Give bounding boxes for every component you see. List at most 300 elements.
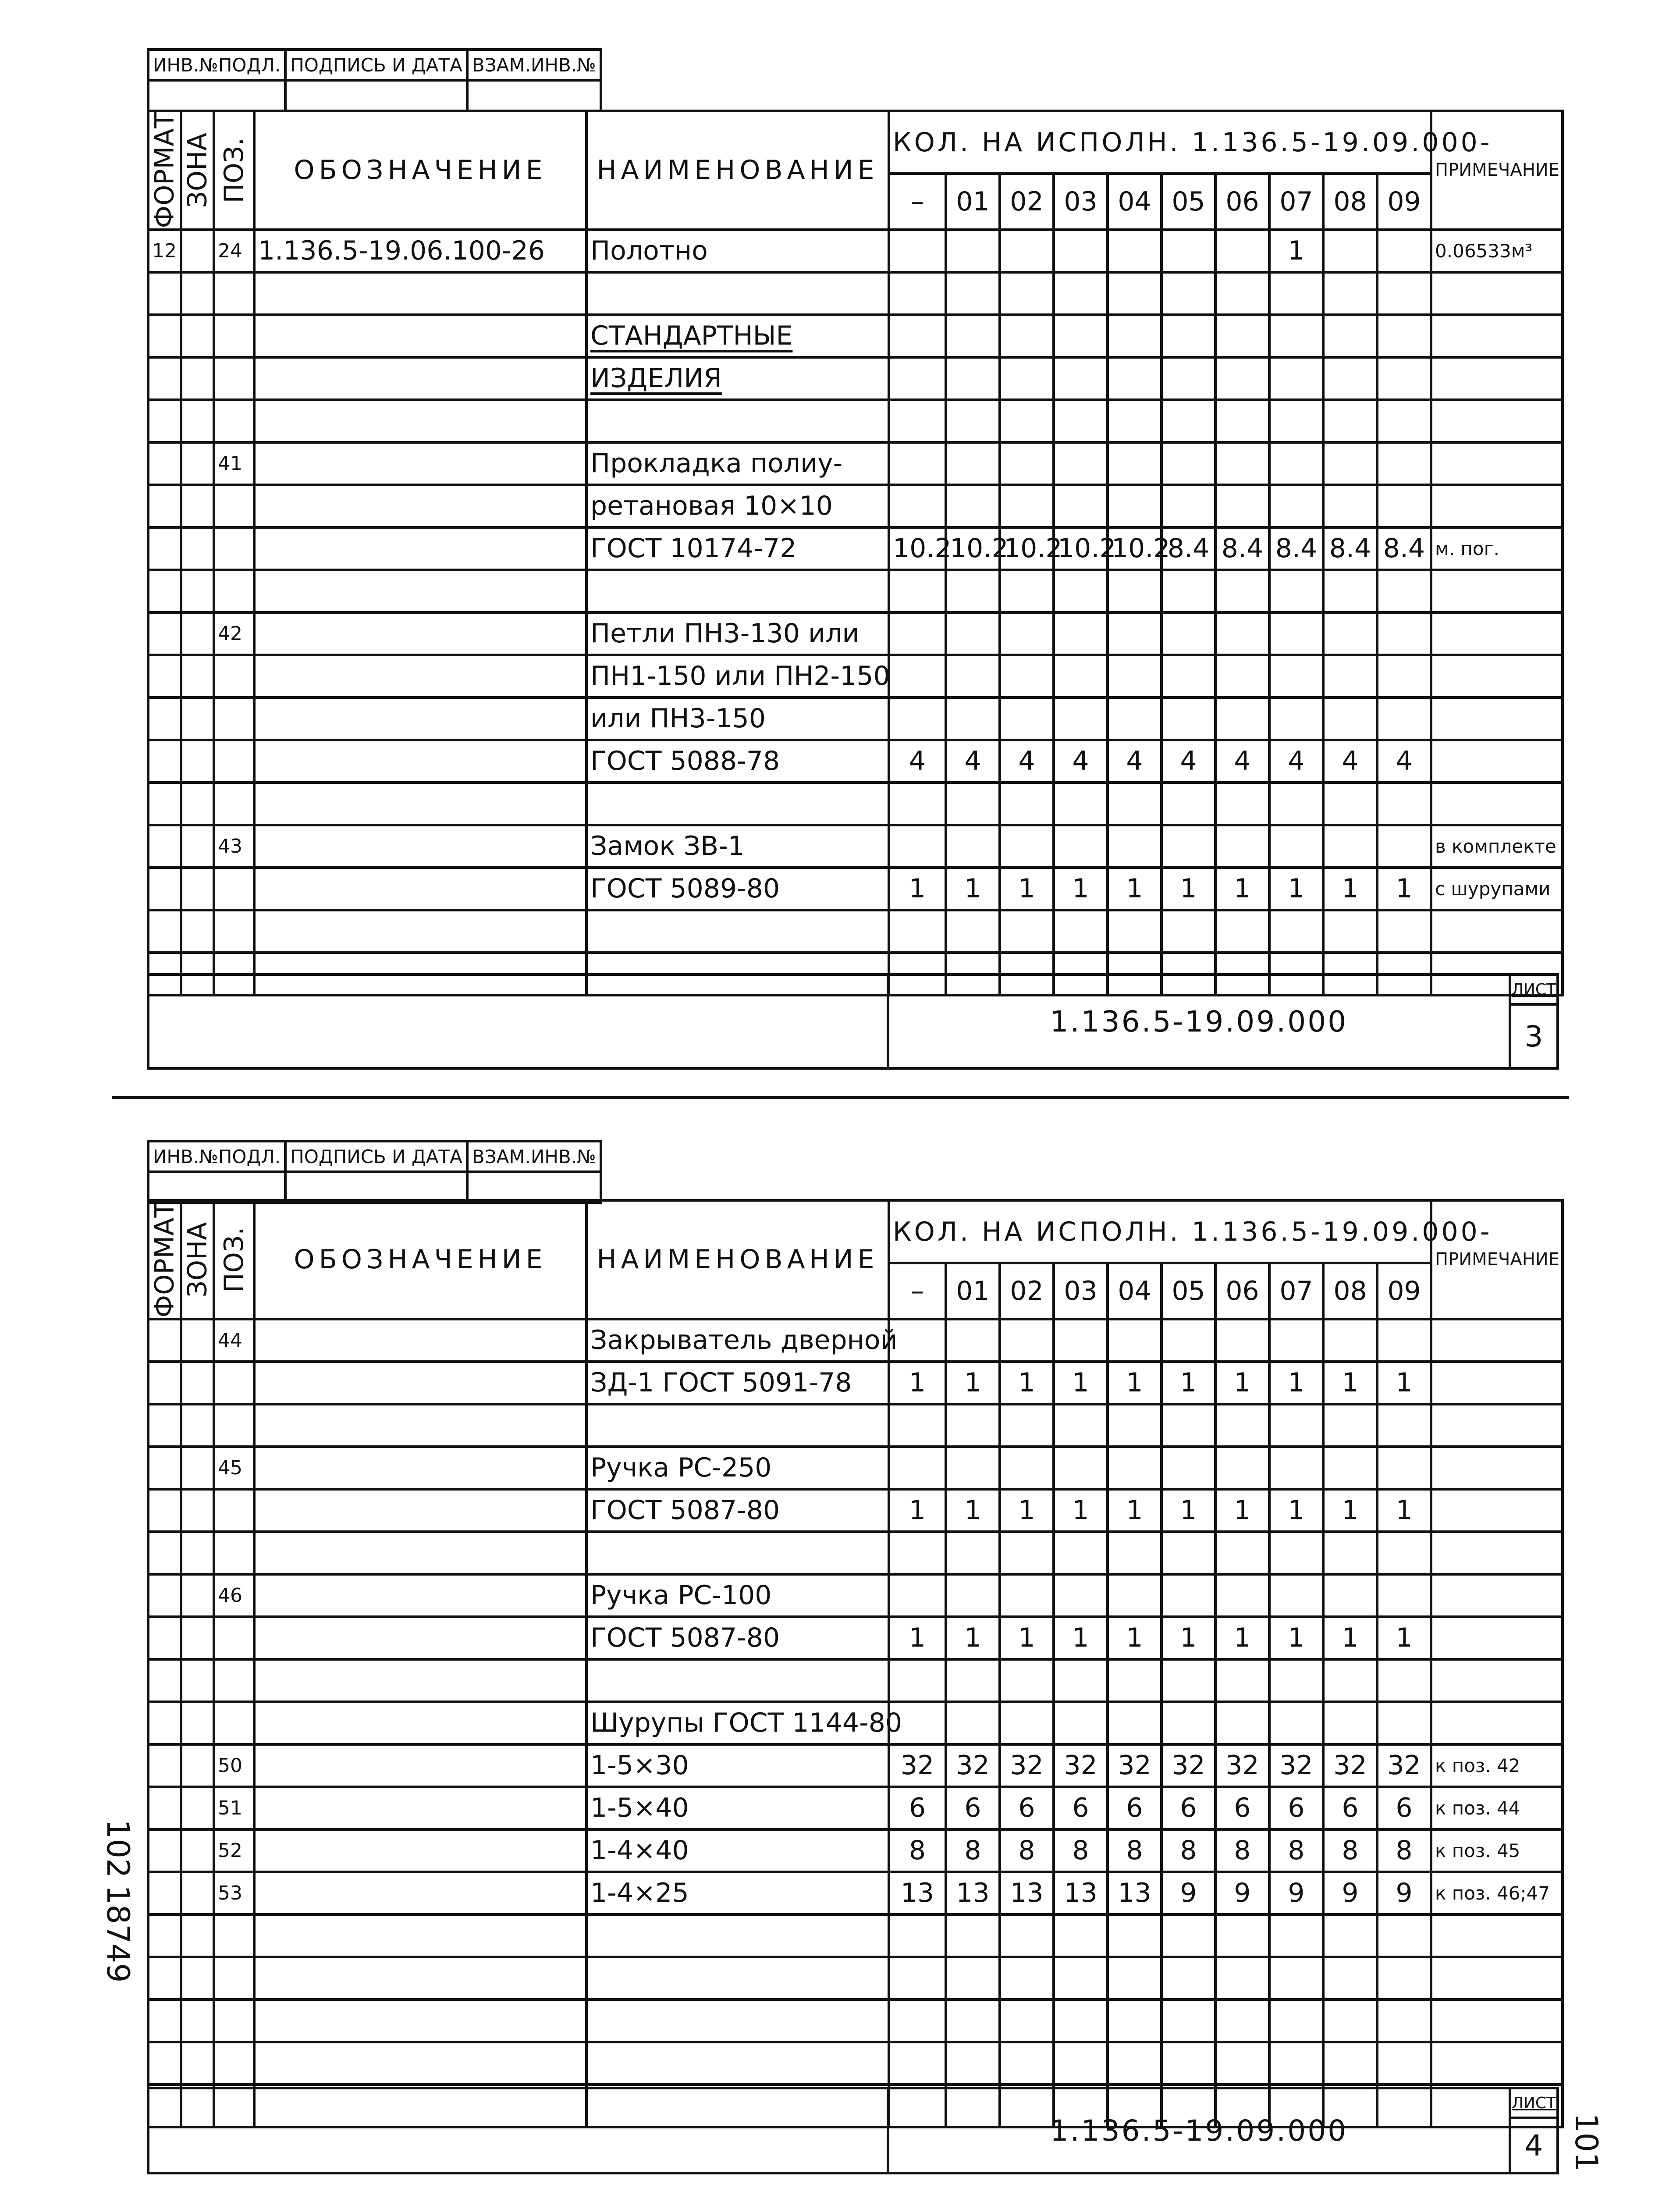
cell-qty	[1377, 442, 1431, 485]
cell-qty	[1054, 485, 1108, 527]
cell-name: 1-5×40	[586, 1787, 889, 1829]
cell-zone	[181, 527, 214, 570]
cell-qty	[889, 1404, 946, 1447]
cell-qty: 1	[1323, 1489, 1377, 1532]
table-row	[148, 2042, 1563, 2085]
cell-qty	[1215, 910, 1269, 953]
cell-designation	[254, 1957, 586, 1999]
cell-name: Ручка РС-250	[586, 1447, 889, 1489]
cell-qty	[1215, 230, 1269, 272]
cell-format	[148, 315, 181, 357]
cell-qty	[1215, 612, 1269, 655]
cell-qty: 1	[1269, 1489, 1323, 1532]
cell-qty	[1000, 485, 1054, 527]
cell-qty: 4	[1323, 740, 1377, 783]
cell-qty: 1	[1054, 1617, 1108, 1659]
cell-qty	[1054, 1574, 1108, 1617]
cell-qty	[1215, 1999, 1269, 2042]
cell-qty	[1215, 315, 1269, 357]
cell-qty	[1323, 400, 1377, 442]
cell-qty: 32	[1215, 1744, 1269, 1787]
sheet-label: ЛИСТ	[1510, 975, 1558, 1004]
cell-qty	[1269, 2042, 1323, 2085]
cell-pos	[214, 357, 254, 400]
cell-format	[148, 442, 181, 485]
cell-qty	[889, 1574, 946, 1617]
cell-name	[586, 1659, 889, 1702]
cell-designation	[254, 697, 586, 740]
header-note: ПРИМЕЧАНИЕ	[1431, 111, 1563, 230]
cell-designation	[254, 868, 586, 910]
cell-zone	[181, 1447, 214, 1489]
cell-name: Шурупы ГОСТ 1144-80	[586, 1702, 889, 1744]
cell-designation	[254, 1659, 586, 1702]
cell-format	[148, 527, 181, 570]
cell-note	[1431, 1532, 1563, 1574]
cell-note	[1431, 612, 1563, 655]
cell-qty	[1377, 783, 1431, 825]
cell-qty: 32	[1108, 1744, 1161, 1787]
cell-zone	[181, 400, 214, 442]
variant-header: –	[889, 174, 946, 229]
cell-qty	[1377, 1447, 1431, 1489]
cell-qty	[1377, 1319, 1431, 1362]
cell-qty	[1161, 315, 1215, 357]
cell-pos: 50	[214, 1744, 254, 1787]
cell-note	[1431, 740, 1563, 783]
cell-qty	[1000, 1319, 1054, 1362]
side-page-text: 102	[100, 1819, 136, 1878]
header-name: НАИМЕНОВАНИЕ	[586, 111, 889, 230]
cell-qty	[946, 910, 1000, 953]
cell-name	[586, 1532, 889, 1574]
cell-qty	[1161, 1574, 1215, 1617]
spec-table-sheet4	[147, 1199, 1564, 2128]
cell-format	[148, 1914, 181, 1957]
cell-name: 1-5×30	[586, 1744, 889, 1787]
header-qty: КОЛ. НА ИСПОЛН. 1.136.5-19.09.000-	[889, 1200, 1431, 1263]
cell-designation	[254, 1744, 586, 1787]
cell-qty: 1	[1161, 1617, 1215, 1659]
cell-qty	[1161, 1702, 1215, 1744]
cell-format	[148, 2042, 181, 2085]
header-pos: ПОЗ.	[214, 1200, 254, 1319]
table-row	[148, 1617, 1563, 1659]
sheet-number: 4	[1510, 2118, 1558, 2173]
cell-name	[586, 783, 889, 825]
cell-qty	[1108, 2042, 1161, 2085]
cell-qty: 32	[1377, 1744, 1431, 1787]
cell-qty	[889, 315, 946, 357]
cell-pos	[214, 485, 254, 527]
cell-qty: 1	[889, 1489, 946, 1532]
cell-zone	[181, 1872, 214, 1914]
cell-qty	[1269, 655, 1323, 697]
cell-qty: 4	[1269, 740, 1323, 783]
variant-header: 06	[1215, 174, 1269, 229]
cell-note: к поз. 46;47	[1431, 1872, 1563, 1914]
cell-qty	[889, 1914, 946, 1957]
cell-qty	[1161, 1404, 1215, 1447]
cell-qty	[1323, 1914, 1377, 1957]
cell-qty: 1	[946, 1362, 1000, 1404]
table-row	[148, 1999, 1563, 2042]
cell-qty	[1054, 1532, 1108, 1574]
cell-qty: 8	[1000, 1829, 1054, 1872]
cell-qty: 1	[1108, 1489, 1161, 1532]
cell-designation	[254, 1702, 586, 1744]
cell-qty	[1108, 570, 1161, 612]
cell-qty	[1000, 1404, 1054, 1447]
table-row	[148, 485, 1563, 527]
cell-zone	[181, 612, 214, 655]
cell-qty: 10.2	[1108, 527, 1161, 570]
cell-qty: 6	[1161, 1787, 1215, 1829]
table-row	[148, 230, 1563, 272]
cell-qty	[946, 1702, 1000, 1744]
cell-qty: 9	[1269, 1872, 1323, 1914]
variant-header: 03	[1054, 1263, 1108, 1319]
cell-qty: 6	[1215, 1787, 1269, 1829]
variant-header: 04	[1108, 1263, 1161, 1319]
table-row	[148, 1574, 1563, 1617]
cell-qty	[1108, 1319, 1161, 1362]
cell-pos: 43	[214, 825, 254, 868]
cell-zone	[181, 910, 214, 953]
cell-qty	[1108, 1574, 1161, 1617]
cell-qty	[1269, 1702, 1323, 1744]
cell-qty	[1108, 442, 1161, 485]
cell-qty: 4	[1161, 740, 1215, 783]
cell-pos	[214, 1702, 254, 1744]
cell-qty	[1000, 400, 1054, 442]
cell-pos	[214, 1532, 254, 1574]
cell-note	[1431, 1957, 1563, 1999]
cell-designation	[254, 910, 586, 953]
cell-designation	[254, 1319, 586, 1362]
header-format: ФОРМАТ	[148, 1200, 181, 1319]
cell-qty	[1215, 1574, 1269, 1617]
cell-qty	[1000, 357, 1054, 400]
cell-name	[586, 570, 889, 612]
cell-qty	[1108, 1532, 1161, 1574]
cell-zone	[181, 1532, 214, 1574]
cell-designation	[254, 2042, 586, 2085]
cell-qty: 8	[1323, 1829, 1377, 1872]
cell-qty: 6	[1054, 1787, 1108, 1829]
cell-name: 1-4×25	[586, 1872, 889, 1914]
cell-format	[148, 1574, 181, 1617]
cell-format	[148, 1489, 181, 1532]
cell-qty	[946, 1914, 1000, 1957]
table-row	[148, 570, 1563, 612]
cell-zone	[181, 272, 214, 315]
sheet-label: ЛИСТ	[1510, 2088, 1558, 2118]
cell-qty	[1377, 1914, 1431, 1957]
cell-qty: 4	[1000, 740, 1054, 783]
header-note: ПРИМЕЧАНИЕ	[1431, 1200, 1563, 1319]
cell-qty	[1108, 910, 1161, 953]
cell-name: ПН1-150 или ПН2-150	[586, 655, 889, 697]
cell-qty: 8	[1215, 1829, 1269, 1872]
cell-qty	[1054, 825, 1108, 868]
cell-qty: 32	[946, 1744, 1000, 1787]
cell-qty	[1323, 485, 1377, 527]
cell-zone	[181, 570, 214, 612]
cell-qty	[946, 612, 1000, 655]
cell-format	[148, 1319, 181, 1362]
cell-format	[148, 655, 181, 697]
variant-header: 01	[946, 174, 1000, 229]
cell-qty	[1269, 1574, 1323, 1617]
variant-header: 07	[1269, 174, 1323, 229]
cell-qty: 9	[1323, 1872, 1377, 1914]
cell-qty	[889, 1957, 946, 1999]
cell-qty: 6	[889, 1787, 946, 1829]
cell-qty	[1215, 655, 1269, 697]
cell-zone	[181, 1829, 214, 1872]
cell-pos	[214, 1957, 254, 1999]
cell-qty	[1108, 485, 1161, 527]
cell-note	[1431, 1574, 1563, 1617]
cell-pos	[214, 1404, 254, 1447]
cell-qty	[1323, 357, 1377, 400]
cell-qty	[1377, 570, 1431, 612]
cell-format: 12	[148, 230, 181, 272]
header-pos: ПОЗ.	[214, 111, 254, 230]
cell-qty	[1377, 400, 1431, 442]
cell-qty	[1161, 230, 1215, 272]
cell-qty	[889, 910, 946, 953]
cell-designation	[254, 315, 586, 357]
cell-zone	[181, 1574, 214, 1617]
cell-qty	[1000, 1532, 1054, 1574]
cell-qty: 1	[946, 868, 1000, 910]
cell-note	[1431, 1659, 1563, 1702]
cell-qty	[1323, 1404, 1377, 1447]
cell-qty	[1108, 697, 1161, 740]
cell-zone	[181, 655, 214, 697]
cell-qty: 4	[946, 740, 1000, 783]
cell-qty	[1269, 825, 1323, 868]
cell-qty	[1000, 1702, 1054, 1744]
cell-qty	[1323, 910, 1377, 953]
cell-qty	[946, 272, 1000, 315]
cell-qty	[1108, 1999, 1161, 2042]
cell-qty	[1161, 655, 1215, 697]
cell-note	[1431, 1914, 1563, 1957]
cell-pos: 24	[214, 230, 254, 272]
table-row	[148, 272, 1563, 315]
cell-format	[148, 272, 181, 315]
cell-qty	[1108, 825, 1161, 868]
cell-qty: 6	[1000, 1787, 1054, 1829]
cell-qty	[946, 1404, 1000, 1447]
cell-name	[586, 1404, 889, 1447]
cell-qty: 4	[889, 740, 946, 783]
cell-qty	[1377, 697, 1431, 740]
cell-qty: 1	[1215, 1617, 1269, 1659]
table-row	[148, 1659, 1563, 1702]
cell-qty	[946, 1574, 1000, 1617]
cell-qty: 8.4	[1269, 527, 1323, 570]
sheet-number: 3	[1510, 1004, 1558, 1068]
cell-qty: 1	[1323, 1617, 1377, 1659]
cell-qty: 1	[946, 1489, 1000, 1532]
cell-qty: 1	[1377, 1489, 1431, 1532]
cell-format	[148, 825, 181, 868]
cell-qty	[1054, 910, 1108, 953]
title-block-sheet4	[147, 2087, 1559, 2174]
cell-name: Ручка РС-100	[586, 1574, 889, 1617]
cell-pos	[214, 1914, 254, 1957]
cell-qty	[889, 1999, 946, 2042]
cell-pos	[214, 868, 254, 910]
cell-qty	[946, 655, 1000, 697]
cell-qty: 4	[1108, 740, 1161, 783]
cell-designation	[254, 1872, 586, 1914]
page-divider	[112, 1096, 1569, 1099]
stamp-inv-label: ИНВ.№ПОДЛ.	[148, 1141, 285, 1172]
variant-header: 04	[1108, 174, 1161, 229]
cell-qty: 32	[1269, 1744, 1323, 1787]
cell-qty	[1215, 357, 1269, 400]
cell-qty	[1323, 1447, 1377, 1489]
cell-qty	[1269, 1999, 1323, 2042]
cell-qty: 8.4	[1161, 527, 1215, 570]
cell-name: ГОСТ 5088-78	[586, 740, 889, 783]
cell-qty	[1000, 1957, 1054, 1999]
cell-qty	[1000, 697, 1054, 740]
cell-qty	[1323, 1957, 1377, 1999]
table-row	[148, 697, 1563, 740]
cell-format	[148, 910, 181, 953]
cell-qty	[1215, 442, 1269, 485]
cell-qty	[889, 357, 946, 400]
cell-qty	[1269, 1447, 1323, 1489]
cell-name	[586, 2042, 889, 2085]
cell-qty	[1269, 357, 1323, 400]
cell-qty	[1054, 1914, 1108, 1957]
cell-qty: 8.4	[1215, 527, 1269, 570]
cell-qty	[1054, 442, 1108, 485]
cell-qty: 1	[1323, 1362, 1377, 1404]
cell-designation	[254, 570, 586, 612]
cell-qty	[1054, 570, 1108, 612]
cell-name	[586, 1914, 889, 1957]
cell-qty	[1377, 230, 1431, 272]
cell-qty: 1	[1377, 868, 1431, 910]
header-name: НАИМЕНОВАНИЕ	[586, 1200, 889, 1319]
cell-qty	[1054, 315, 1108, 357]
cell-qty: 1	[1215, 1489, 1269, 1532]
cell-qty	[1108, 783, 1161, 825]
cell-format	[148, 1829, 181, 1872]
cell-qty	[1323, 697, 1377, 740]
cell-qty: 10.2	[1054, 527, 1108, 570]
cell-qty: 6	[1269, 1787, 1323, 1829]
cell-qty: 32	[1323, 1744, 1377, 1787]
cell-designation	[254, 1447, 586, 1489]
cell-zone	[181, 1787, 214, 1829]
cell-zone	[181, 1617, 214, 1659]
cell-pos	[214, 527, 254, 570]
cell-qty	[946, 1659, 1000, 1702]
cell-zone	[181, 485, 214, 527]
cell-format	[148, 1404, 181, 1447]
table-row	[148, 1319, 1563, 1362]
cell-pos: 52	[214, 1829, 254, 1872]
cell-qty	[1108, 1957, 1161, 1999]
cell-qty	[1215, 2042, 1269, 2085]
cell-pos	[214, 272, 254, 315]
cell-qty	[1054, 1447, 1108, 1489]
cell-qty: 6	[946, 1787, 1000, 1829]
cell-qty	[1054, 1957, 1108, 1999]
cell-qty	[946, 2042, 1000, 2085]
cell-qty	[1377, 612, 1431, 655]
cell-qty	[1269, 1319, 1323, 1362]
cell-qty	[1000, 1914, 1054, 1957]
cell-qty	[1161, 1447, 1215, 1489]
cell-qty	[1215, 1532, 1269, 1574]
cell-qty	[1323, 612, 1377, 655]
cell-name: Петли ПН3-130 или	[586, 612, 889, 655]
cell-pos	[214, 1999, 254, 2042]
cell-pos	[214, 315, 254, 357]
cell-name: Прокладка полиу-	[586, 442, 889, 485]
cell-pos	[214, 910, 254, 953]
header-format: ФОРМАТ	[148, 111, 181, 230]
cell-qty: 8	[946, 1829, 1000, 1872]
cell-qty	[889, 1659, 946, 1702]
cell-qty	[1108, 1659, 1161, 1702]
cell-qty: 1	[1377, 1617, 1431, 1659]
cell-format	[148, 357, 181, 400]
cell-zone	[181, 1957, 214, 1999]
cell-qty	[889, 1532, 946, 1574]
table-row	[148, 1787, 1563, 1829]
cell-qty	[1000, 910, 1054, 953]
cell-qty	[1161, 1532, 1215, 1574]
cell-qty: 1	[1215, 1362, 1269, 1404]
variant-header: 05	[1161, 174, 1215, 229]
cell-qty	[1377, 2042, 1431, 2085]
cell-qty: 8.4	[1377, 527, 1431, 570]
cell-pos	[214, 2042, 254, 2085]
cell-qty	[1377, 1404, 1431, 1447]
table-row	[148, 1532, 1563, 1574]
cell-qty	[1000, 825, 1054, 868]
cell-format	[148, 1872, 181, 1914]
cell-qty	[1161, 400, 1215, 442]
cell-qty	[1377, 655, 1431, 697]
cell-qty	[1215, 1914, 1269, 1957]
cell-note: м. пог.	[1431, 527, 1563, 570]
side-page-ref	[100, 1819, 136, 1878]
cell-qty	[1108, 655, 1161, 697]
header-zone: ЗОНА	[181, 1200, 214, 1319]
cell-designation	[254, 1489, 586, 1532]
cell-qty	[946, 1319, 1000, 1362]
cell-qty	[1269, 442, 1323, 485]
cell-qty	[889, 2042, 946, 2085]
cell-pos	[214, 570, 254, 612]
cell-qty	[946, 783, 1000, 825]
cell-qty: 10.2	[946, 527, 1000, 570]
header-designation: ОБОЗНАЧЕНИЕ	[254, 111, 586, 230]
cell-qty	[1108, 230, 1161, 272]
